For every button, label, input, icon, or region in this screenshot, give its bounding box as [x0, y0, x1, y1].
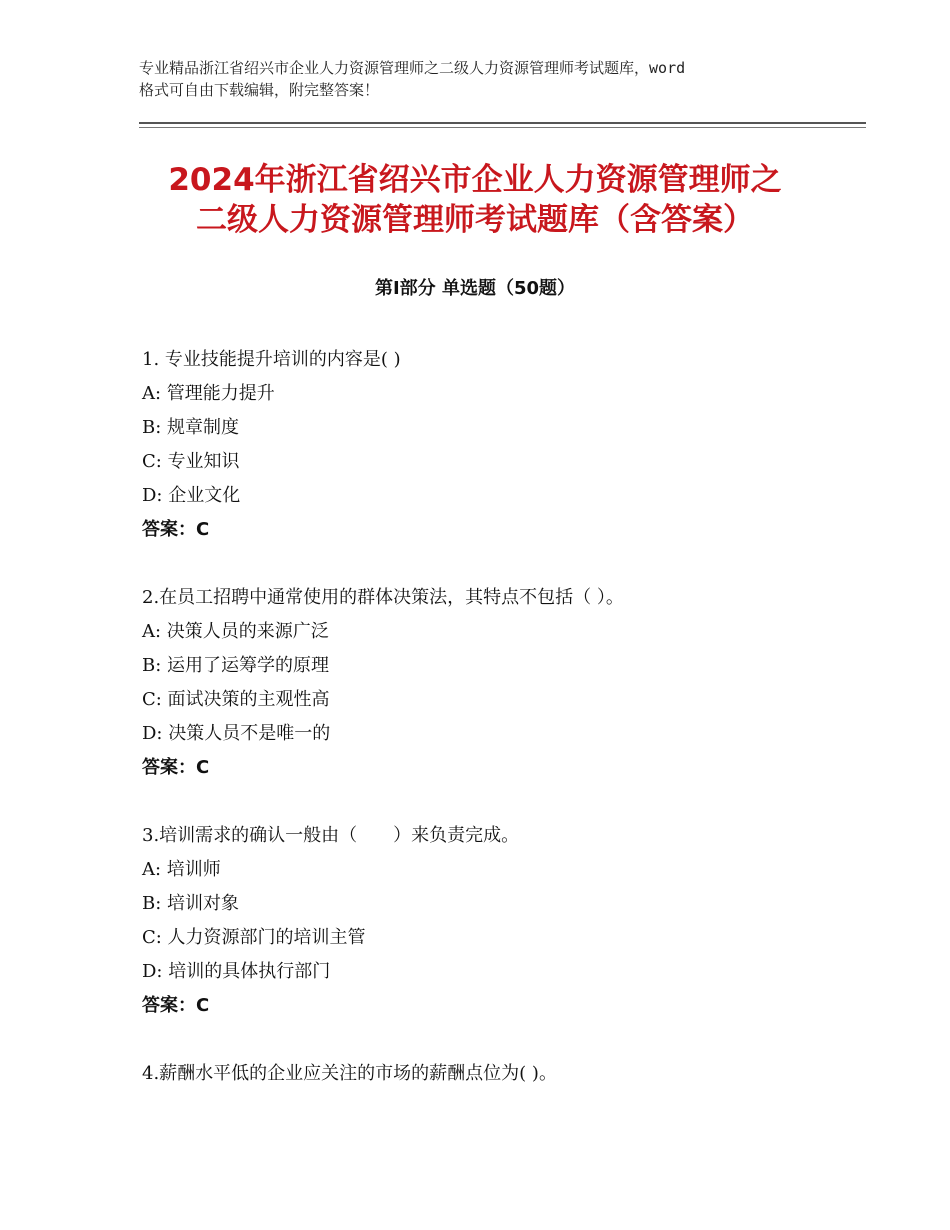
option-c: C: 专业知识 [142, 451, 240, 472]
question-stem: 1. 专业技能提升培训的内容是( ) [142, 349, 401, 370]
answer-label: 答案：C [142, 995, 210, 1016]
option-d: D: 决策人员不是唯一的 [142, 723, 331, 744]
question-1 [142, 343, 862, 547]
question-4 [142, 1057, 862, 1091]
option-d: D: 企业文化 [142, 485, 241, 506]
question-list [142, 343, 862, 1125]
header-divider-thin [139, 127, 866, 128]
document-title-line-2: 二级人力资源管理师考试题库（含答案） [196, 202, 754, 238]
question-stem: 3.培训需求的确认一般由（ ）来负责完成。 [142, 825, 520, 846]
option-b: B: 运用了运筹学的原理 [142, 655, 330, 676]
header-note-line-2: 格式可自由下载编辑，附完整答案！ [139, 81, 380, 99]
option-b: B: 规章制度 [142, 417, 240, 438]
question-stem: 2.在员工招聘中通常使用的群体决策法，其特点不包括（ ）。 [142, 587, 624, 608]
option-a: A: 培训师 [142, 859, 221, 880]
option-a: A: 管理能力提升 [142, 383, 275, 404]
option-c: C: 面试决策的主观性高 [142, 689, 330, 710]
question-2 [142, 581, 862, 785]
document-title-line-1: 2024年浙江省绍兴市企业人力资源管理师之 [168, 162, 782, 198]
option-c: C: 人力资源部门的培训主管 [142, 927, 366, 948]
header-divider-thick [139, 122, 866, 124]
header-note [139, 57, 839, 101]
answer-label: 答案：C [142, 519, 210, 540]
answer-label: 答案：C [142, 757, 210, 778]
option-a: A: 决策人员的来源广泛 [142, 621, 329, 642]
option-d: D: 培训的具体执行部门 [142, 961, 331, 982]
question-stem: 4.薪酬水平低的企业应关注的市场的薪酬点位为( )。 [142, 1063, 557, 1084]
question-3 [142, 819, 862, 1023]
option-b: B: 培训对象 [142, 893, 240, 914]
document-title [120, 160, 830, 240]
header-note-line-1: 专业精品浙江省绍兴市企业人力资源管理师之二级人力资源管理师考试题库，word [139, 59, 686, 77]
section-heading: 第Ⅰ部分 单选题（50题） [374, 278, 575, 299]
